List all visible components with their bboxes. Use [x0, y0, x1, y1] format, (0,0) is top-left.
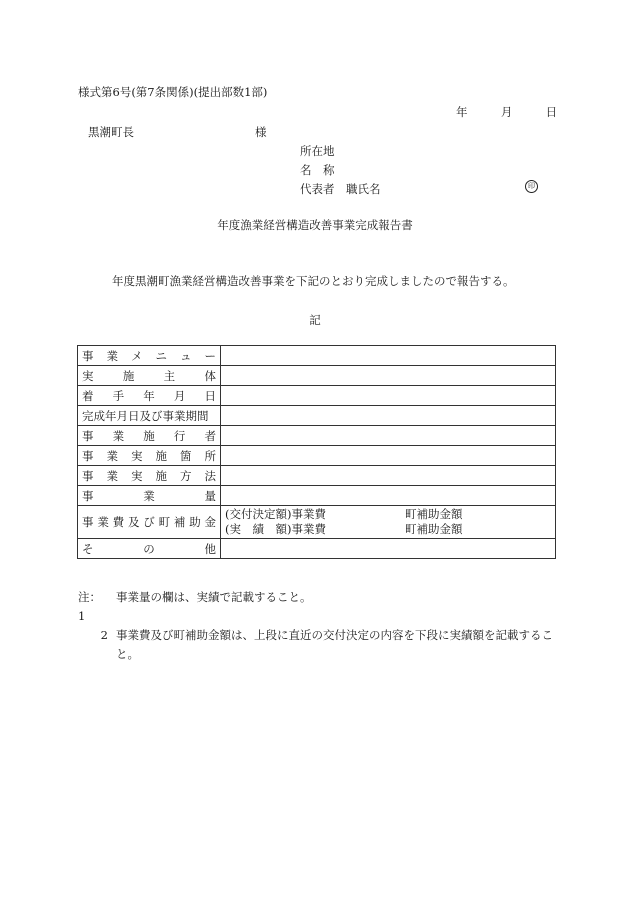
label-char: メ	[131, 348, 143, 363]
row-label-text	[82, 388, 216, 404]
label-char: 実	[82, 368, 94, 383]
label-char: 費	[112, 515, 125, 529]
label-char: 施	[155, 448, 167, 463]
label-char: 及	[127, 515, 140, 529]
table-row	[78, 486, 556, 506]
row-label	[78, 466, 221, 486]
row-label	[78, 346, 221, 366]
label-char: 業	[112, 428, 125, 443]
address-label: 所在地	[300, 144, 335, 158]
label-char: 業	[106, 348, 118, 363]
form-number: 様式第6号(第7条関係)(提出部数1部)	[78, 85, 268, 99]
label-char: 業	[97, 515, 109, 529]
date-year: 年	[456, 105, 468, 119]
row-value	[221, 466, 556, 486]
label-char: 事	[82, 348, 94, 363]
row-value	[221, 386, 556, 406]
cost-project-label: (交付決定額)事業費	[225, 507, 326, 521]
row-label-text	[82, 541, 216, 557]
row-label-text: 完成年月日及び事業期間	[82, 408, 209, 423]
table-row	[78, 539, 556, 559]
applicant-block	[300, 142, 381, 199]
honorific: 様	[255, 125, 267, 139]
label-char: 方	[180, 468, 192, 483]
notes	[78, 588, 558, 664]
label-char: 手	[112, 388, 125, 403]
label-char: 事	[82, 428, 94, 443]
label-char: 施	[155, 468, 167, 483]
label-char: 主	[163, 368, 176, 383]
row-label-text	[82, 468, 216, 484]
row-value	[221, 446, 556, 466]
table-row	[78, 426, 556, 446]
row-label-text	[82, 428, 216, 444]
date-month: 月	[500, 105, 513, 119]
note-2-text: 事業費及び町補助金額は、上段に直近の交付決定の内容を下段に実績額を記載すること。	[116, 628, 553, 661]
document-title: 年度漁業経営構造改善事業完成報告書	[217, 218, 413, 232]
table-row	[78, 446, 556, 466]
table-row	[78, 466, 556, 486]
note-1-prefix: 注：1	[78, 590, 101, 623]
table-row	[78, 406, 556, 426]
label-char: 施	[143, 428, 155, 443]
row-label	[78, 486, 221, 506]
row-label-text	[82, 514, 216, 530]
note-1	[78, 588, 558, 626]
row-value	[221, 506, 556, 539]
date-day: 日	[545, 105, 558, 119]
row-label	[78, 539, 221, 559]
row-value	[221, 406, 556, 426]
row-label-text	[82, 348, 216, 364]
label-char: 月	[173, 388, 186, 403]
table-row	[78, 366, 556, 386]
row-label	[78, 386, 221, 406]
row-label	[78, 446, 221, 466]
label-char: 箇	[180, 448, 192, 463]
cost-line	[225, 507, 551, 522]
row-value	[221, 346, 556, 366]
details-table	[77, 345, 556, 559]
name-label: 名 称	[300, 163, 335, 177]
note-2	[78, 626, 558, 664]
label-char: の	[143, 541, 155, 556]
cost-subsidy-label: 町補助金額	[405, 507, 463, 521]
label-char: 補	[173, 515, 186, 529]
row-label	[78, 506, 221, 539]
row-value	[221, 539, 556, 559]
label-char: 所	[204, 448, 216, 463]
label-char: 行	[173, 428, 186, 443]
row-value	[221, 486, 556, 506]
cost-subsidy-label: 町補助金額	[405, 522, 463, 536]
row-label-text	[82, 368, 216, 384]
label-char: 法	[204, 468, 216, 483]
cost-line	[225, 522, 551, 537]
label-char: 事	[82, 515, 94, 529]
label-char: ニ	[155, 348, 167, 363]
label-char: ュ	[180, 348, 192, 363]
date-line	[456, 104, 557, 120]
label-char: 体	[204, 368, 216, 383]
row-label	[78, 366, 221, 386]
row-value	[221, 366, 556, 386]
note-2-prefix: 2	[100, 628, 108, 642]
label-char: 事	[82, 448, 94, 463]
label-char: 事	[82, 488, 94, 503]
table-row	[78, 506, 556, 539]
label-char: 業	[106, 468, 118, 483]
label-char: 事	[82, 468, 94, 483]
label-char: 着	[82, 388, 94, 403]
label-char: 実	[131, 468, 143, 483]
addressee: 黒潮町長	[88, 125, 134, 139]
label-char: 年	[143, 388, 155, 403]
note-1-text: 事業量の欄は、実績で記載すること。	[116, 590, 312, 604]
cost-project-label: (実 績 額)事業費	[225, 522, 326, 536]
table-row	[78, 386, 556, 406]
row-value	[221, 426, 556, 446]
label-char: 町	[158, 515, 171, 529]
label-char: 助	[189, 515, 201, 529]
row-label-text	[82, 488, 216, 504]
label-char: 者	[204, 428, 216, 443]
seal-icon: 印	[525, 180, 538, 193]
label-char: 実	[131, 448, 143, 463]
label-char: 日	[204, 388, 216, 403]
label-char: 量	[204, 488, 216, 503]
label-char: ー	[204, 348, 216, 363]
table-row	[78, 346, 556, 366]
representative-label: 代表者 職氏名	[300, 182, 381, 196]
row-label	[78, 406, 221, 426]
label-char: 施	[122, 368, 135, 383]
label-char: 業	[106, 448, 118, 463]
row-label	[78, 426, 221, 446]
ki-heading: 記	[309, 313, 321, 327]
label-char: 金	[204, 515, 216, 529]
body-text: 年度黒潮町漁業経営構造改善事業を下記のとおり完成しましたので報告する。	[112, 274, 515, 288]
row-label-text	[82, 448, 216, 464]
label-char: び	[143, 515, 155, 529]
label-char: 他	[204, 541, 216, 556]
label-char: そ	[82, 541, 94, 556]
label-char: 業	[143, 488, 155, 503]
